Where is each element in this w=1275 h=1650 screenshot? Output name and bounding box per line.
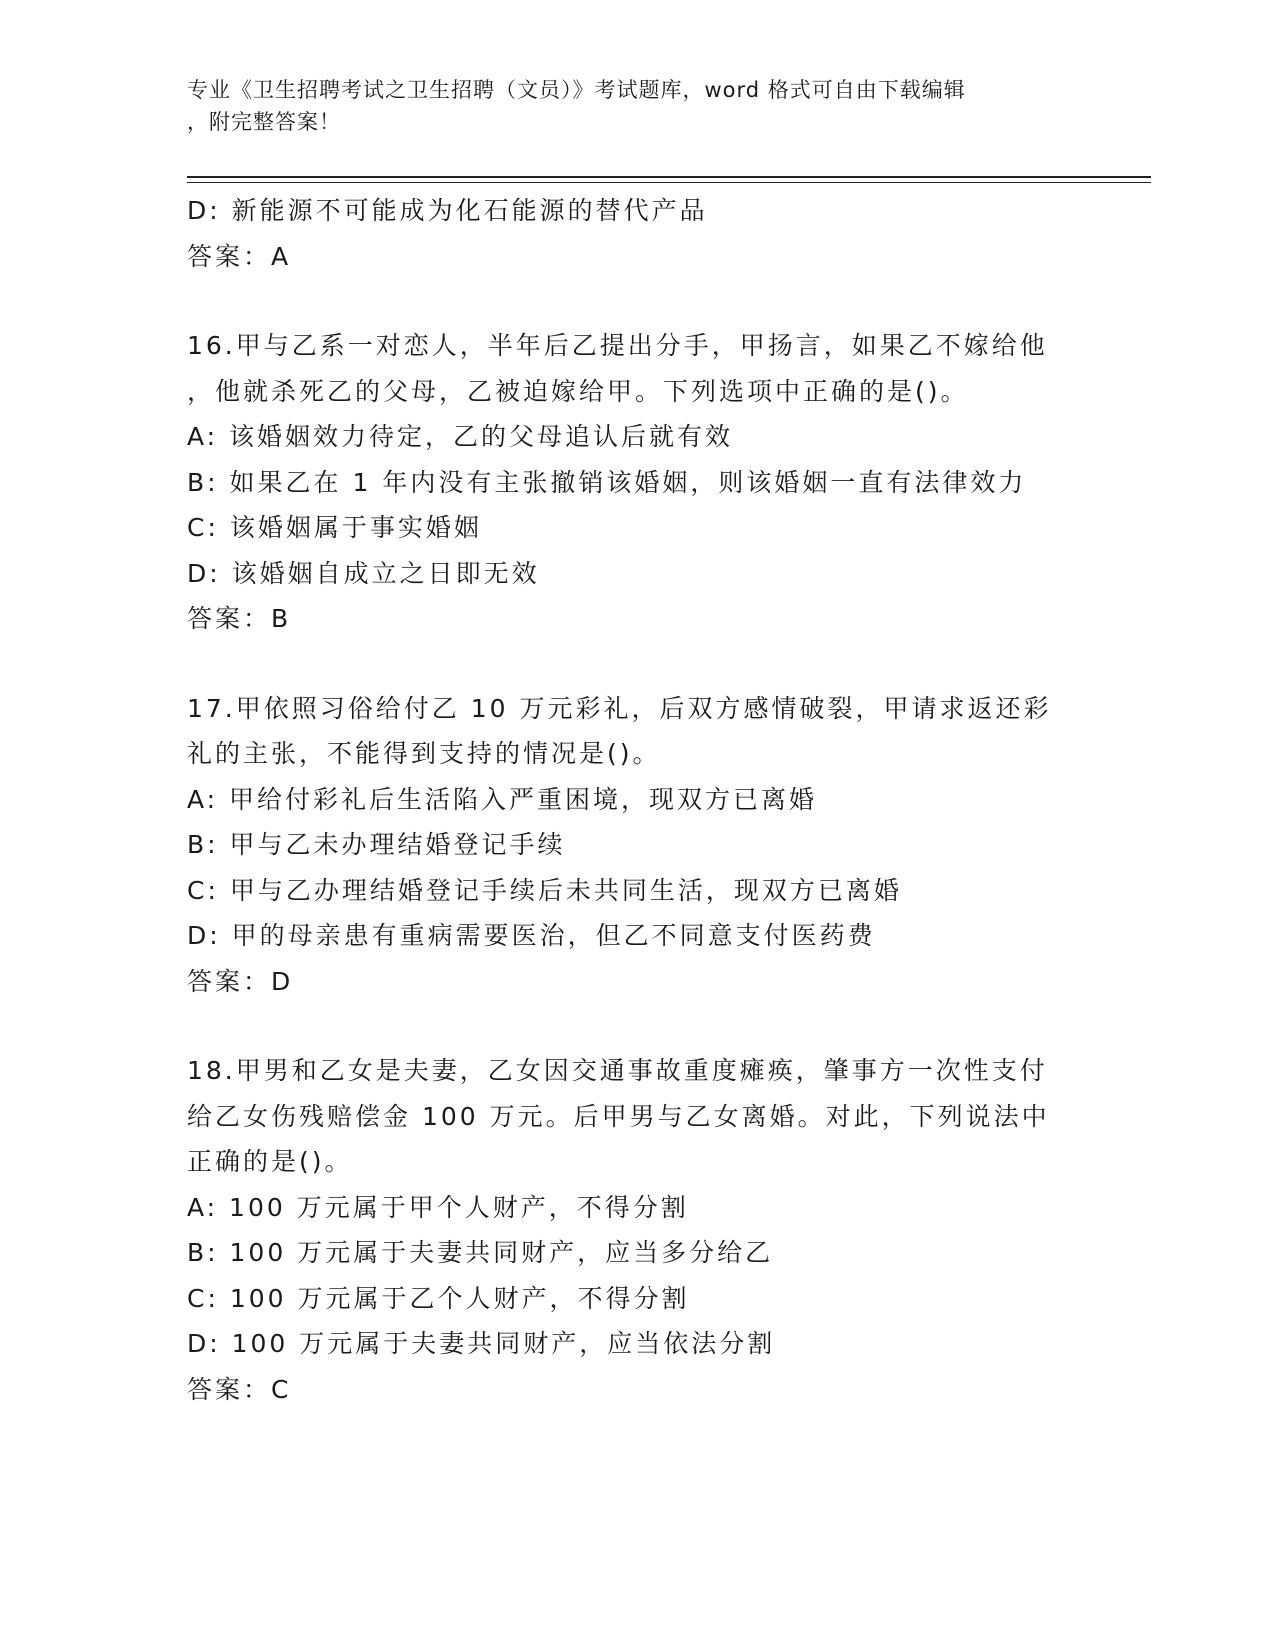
option-c: C: 甲与乙办理结婚登记手续后未共同生活，现双方已离婚 <box>187 875 902 905</box>
question-16 <box>187 323 1087 642</box>
option-b: B: 100 万元属于夫妻共同财产，应当多分给乙 <box>187 1238 774 1267</box>
question-content <box>187 188 1087 1412</box>
option-c: C: 100 万元属于乙个人财产，不得分割 <box>187 1283 690 1313</box>
spacer <box>187 279 1087 323</box>
question-stem: 17.甲依照习俗给付乙 10 万元彩礼，后双方感情破裂，甲请求返还彩 <box>187 693 1052 723</box>
option-d: D: 新能源不可能成为化石能源的替代产品 <box>187 196 708 225</box>
answer-line: 答案：C <box>187 1374 292 1404</box>
option-b: B: 甲与乙未办理结婚登记手续 <box>187 830 566 859</box>
option-d: D: 甲的母亲患有重病需要医治，但乙不同意支付医药费 <box>187 921 876 950</box>
spacer <box>187 642 1087 686</box>
question-stem: 给乙女伤残赔偿金 100 万元。后甲男与乙女离婚。对此，下列说法中 <box>187 1101 1050 1131</box>
header-line-1: 专业《卫生招聘考试之卫生招聘（文员）》考试题库，word 格式可自由下载编辑 <box>187 78 966 102</box>
answer-line: 答案：D <box>187 966 294 996</box>
header-line-2: ，附完整答案！ <box>187 110 341 134</box>
previous-question-tail <box>187 188 1087 279</box>
answer-line: 答案：A <box>187 241 292 271</box>
question-stem: 18.甲男和乙女是夫妻，乙女因交通事故重度瘫痪，肇事方一次性支付 <box>187 1056 1048 1085</box>
page-header <box>187 74 1067 138</box>
option-c: C: 该婚姻属于事实婚姻 <box>187 513 482 542</box>
spacer <box>187 1004 1087 1048</box>
option-a: A: 甲给付彩礼后生活陷入严重困境，现双方已离婚 <box>187 784 818 814</box>
question-18 <box>187 1048 1087 1412</box>
question-stem: 正确的是()。 <box>187 1147 353 1176</box>
question-17 <box>187 686 1087 1005</box>
question-stem: 礼的主张，不能得到支持的情况是()。 <box>187 739 661 768</box>
option-b: B: 如果乙在 1 年内没有主张撤销该婚姻，则该婚姻一直有法律效力 <box>187 467 1027 497</box>
question-stem: 16.甲与乙系一对恋人，半年后乙提出分手，甲扬言，如果乙不嫁给他 <box>187 331 1048 360</box>
answer-line: 答案：B <box>187 604 292 633</box>
header-divider <box>187 176 1151 183</box>
question-stem: ，他就杀死乙的父母，乙被迫嫁给甲。下列选项中正确的是()。 <box>187 376 969 406</box>
option-d: D: 100 万元属于夫妻共同财产，应当依法分割 <box>187 1329 776 1358</box>
option-a: A: 100 万元属于甲个人财产，不得分割 <box>187 1192 689 1222</box>
option-d: D: 该婚姻自成立之日即无效 <box>187 558 540 588</box>
option-a: A: 该婚姻效力待定，乙的父母追认后就有效 <box>187 422 734 451</box>
